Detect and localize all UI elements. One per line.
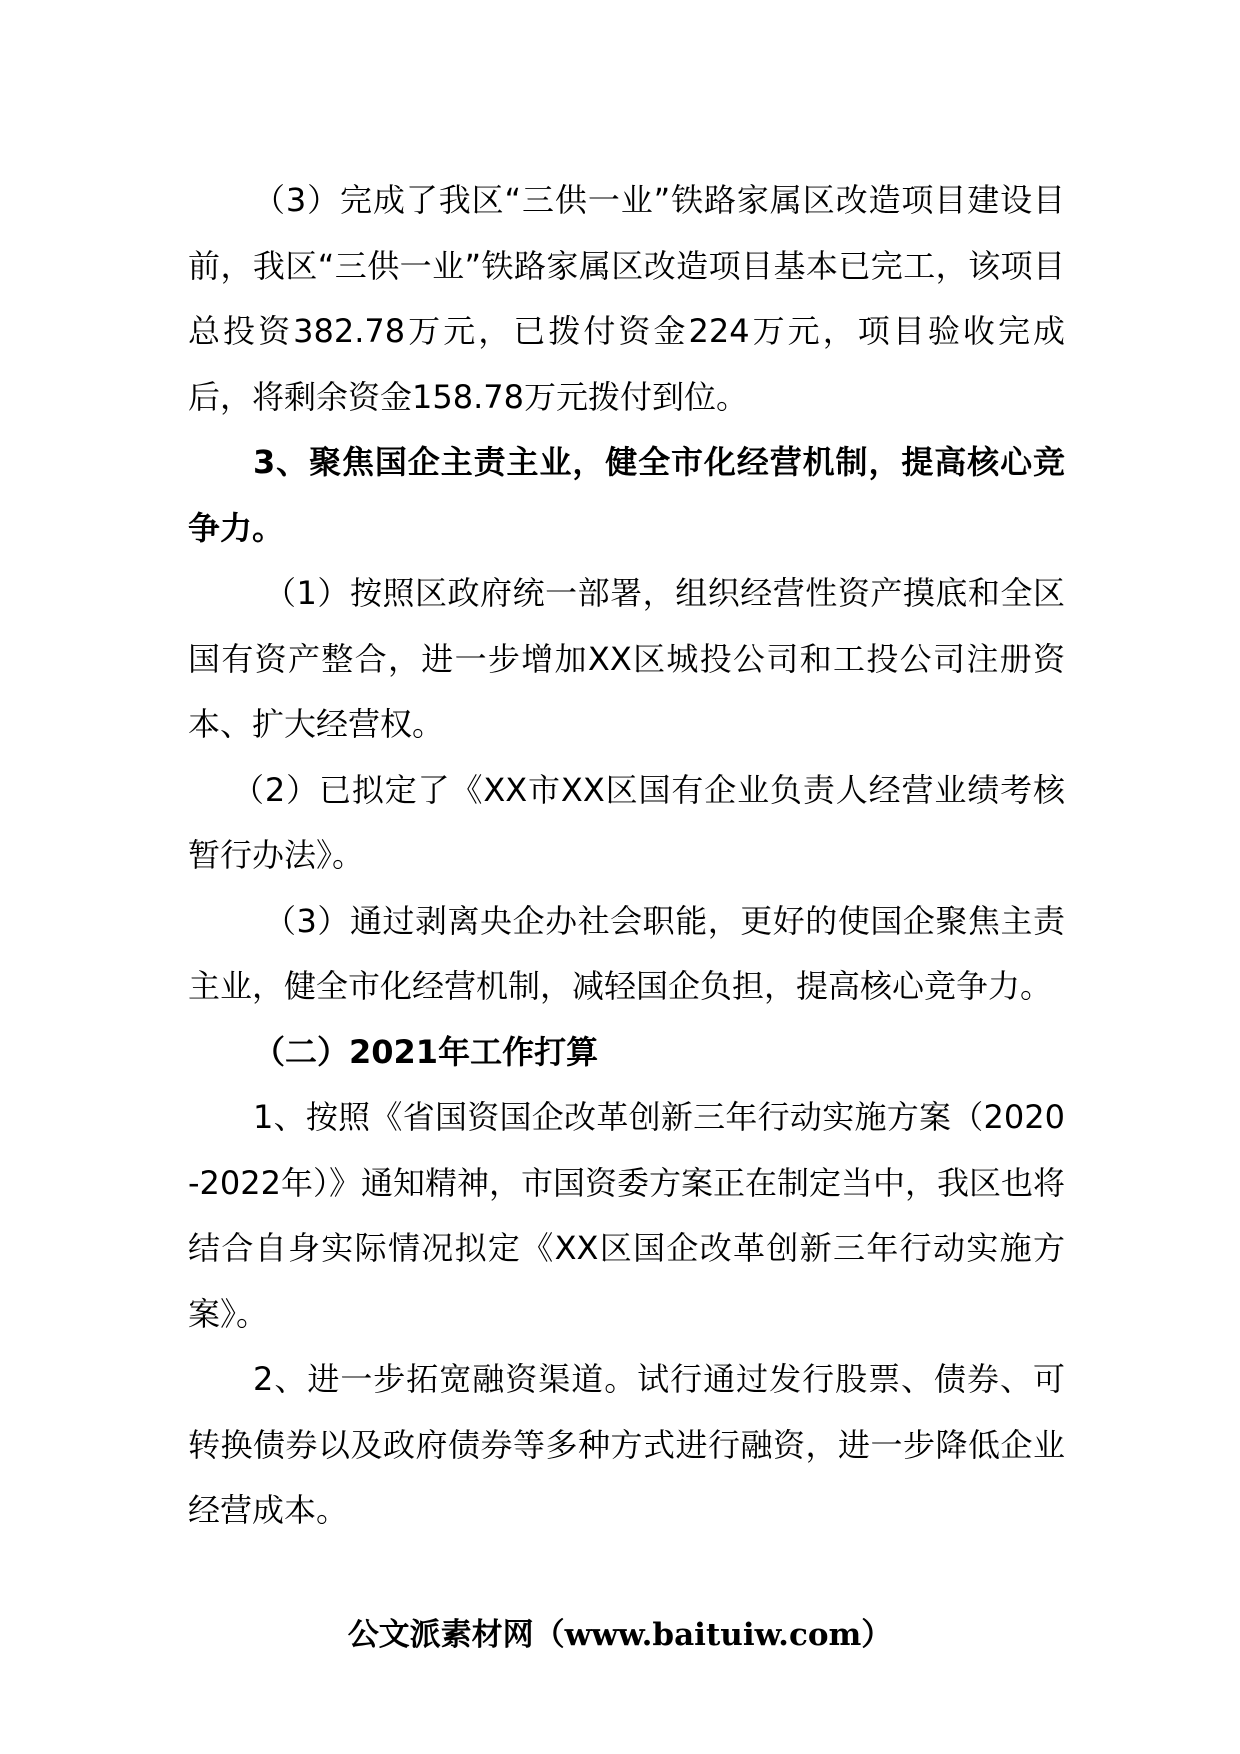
paragraph-project-completion: （3）完成了我区“三供一业”铁路家属区改造项目建设目前，我区“三供一业”铁路家属区改造项目基本已完工，该项目总投资382.78万元，已拨付资金224万元，项目验收完成后，将剩余资金158.78万元拨付到位。 bbox=[188, 181, 1065, 416]
document-body bbox=[188, 168, 1065, 1544]
paragraph-asset-integration: （1）按照区政府统一部署，组织经营性资产摸底和全区国有资产整合，进一步增加XX区城投公司和工投公司注册资本、扩大经营权。 bbox=[188, 574, 1065, 743]
paragraph-reform-action-plan: 1、按照《省国资国企改革创新三年行动实施方案（2020-2022年）》通知精神，市国资委方案正在制定当中，我区也将结合自身实际情况拟定《XX区国企改革创新三年行动实施方案》。 bbox=[188, 1098, 1065, 1333]
paragraph-assessment-measures: （2）已拟定了《XX市XX区国有企业负责人经营业绩考核暂行办法》。 bbox=[188, 770, 1065, 874]
paragraph-divest-social-functions: （3）通过剥离央企办社会职能，更好的使国企聚焦主责主业，健全市化经营机制，减轻国企负担，提高核心竞争力。 bbox=[188, 901, 1065, 1005]
paragraph-financing-channels: 2、进一步拓宽融资渠道。试行通过发行股票、债券、可转换债券以及政府债券等多种方式进行融资，进一步降低企业经营成本。 bbox=[188, 1360, 1065, 1529]
heading-focus-core-business: 3、聚焦国企主责主业，健全市化经营机制，提高核心竞争力。 bbox=[188, 443, 1065, 547]
heading-2021-work-plan: （二）2021年工作打算 bbox=[253, 1032, 599, 1071]
footer-source-watermark: 公文派素材网（www.baituiw.com） bbox=[347, 1617, 893, 1653]
